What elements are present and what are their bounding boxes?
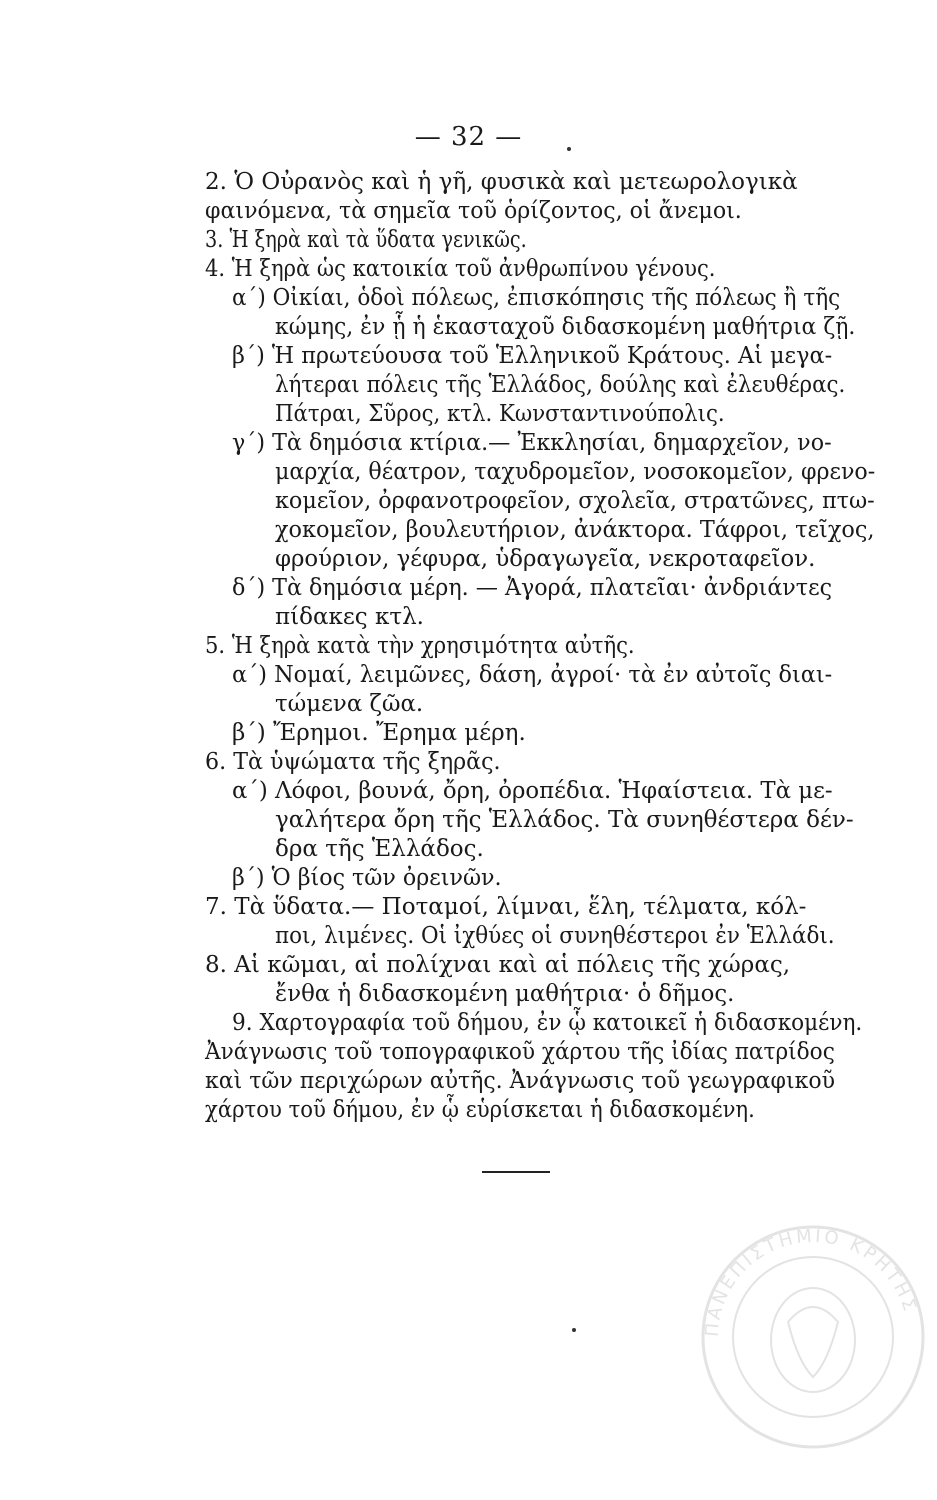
text-line: 3. Ἡ ξηρὰ καὶ τὰ ὕδατα γενικῶς. (205, 227, 527, 253)
text-line: β΄) Ἔρημοι. Ἔρημα μέρη. (232, 720, 526, 746)
text-line: α΄) Οἰκίαι, ὁδοὶ πόλεως, ἐπισκόπησις τῆς πόλεως ἢ τῆς (232, 285, 841, 311)
seal-text: ΠΑΝΕΠΙΣΤΗΜΙΟ ΚΡΗΤΗΣ (701, 1225, 921, 1338)
page-number: — 32 — (414, 122, 523, 152)
text-line: χάρτου τοῦ δήμου, ἐν ᾧ εὑρίσκεται ἡ διδασκομένη. (205, 1097, 755, 1123)
text-line: 5. Ἡ ξηρὰ κατὰ τὴν χρησιμότητα αὐτῆς. (205, 633, 635, 659)
text-line: ποι, λιμένες. Οἱ ἰχθύες οἱ συνηθέστεροι ἐν Ἑλλάδι. (275, 923, 835, 949)
text-line: 6. Τὰ ὑψώματα τῆς ξηρᾶς. (205, 749, 501, 775)
text-line: 9. Χαρτογραφία τοῦ δήμου, ἐν ᾧ κατοικεῖ ἡ διδασκομένη. (232, 1010, 863, 1036)
text-line: τώμενα ζῶα. (275, 691, 424, 717)
text-line: α΄) Λόφοι, βουνά, ὄρη, ὀροπέδια. Ἡφαίστεια. Τὰ με- (232, 778, 833, 804)
text-line: α΄) Νομαί, λειμῶνες, δάση, ἀγροί· τὰ ἐν αὐτοῖς διαι- (232, 662, 833, 688)
text-line: φαινόμενα, τὰ σημεῖα τοῦ ὁρίζοντος, οἱ ἄνεμοι. (205, 198, 742, 224)
text-line: δ΄) Τὰ δημόσια μέρη. — Ἀγορά, πλατεῖαι· ἀνδριάντες (232, 575, 833, 601)
text-line: 2. Ὁ Οὐρανὸς καὶ ἡ γῆ, φυσικὰ καὶ μετεωρολογικὰ (205, 169, 798, 195)
text-line: δρα τῆς Ἑλλάδος. (275, 836, 484, 862)
text-line: Πάτραι, Σῦρος, κτλ. Κωνσταντινούπολις. (275, 401, 725, 427)
text-line: λήτεραι πόλεις τῆς Ἑλλάδος, δούλης καὶ ἐλευθέρας. (275, 372, 846, 398)
text-line: πίδακες κτλ. (275, 604, 424, 630)
text-line: Ἀνάγνωσις τοῦ τοπογραφικοῦ χάρτου τῆς ἰδίας πατρίδος (205, 1039, 835, 1065)
text-line: γαλήτερα ὄρη τῆς Ἑλλάδος. Τὰ συνηθέστερα δέν- (275, 807, 854, 833)
university-seal-icon (698, 1222, 928, 1452)
ink-speck (572, 1328, 576, 1332)
text-line: β΄) Ὁ βίος τῶν ὀρεινῶν. (232, 865, 502, 891)
ink-speck (567, 147, 571, 151)
text-line: κομεῖον, ὀρφανοτροφεῖον, σχολεῖα, στρατῶνες, πτω- (275, 488, 875, 514)
text-line: 8. Αἱ κῶμαι, αἱ πολίχναι καὶ αἱ πόλεις τῆς χώρας, (205, 952, 791, 978)
text-line: ἔνθα ἡ διδασκομένη μαθήτρια· ὁ δῆμος. (275, 981, 735, 1007)
text-line: 4. Ἡ ξηρὰ ὡς κατοικία τοῦ ἀνθρωπίνου γένους. (205, 256, 716, 282)
text-line: καὶ τῶν περιχώρων αὐτῆς. Ἀνάγνωσις τοῦ γεωγραφικοῦ (205, 1068, 835, 1094)
text-line: γ΄) Τὰ δημόσια κτίρια.— Ἐκκλησίαι, δημαρχεῖον, νο- (232, 430, 832, 456)
text-line: β΄) Ἡ πρωτεύουσα τοῦ Ἑλληνικοῦ Κράτους. Αἱ μεγα- (232, 343, 833, 369)
text-line: χοκομεῖον, βουλευτήριον, ἀνάκτορα. Τάφροι, τεῖχος, (275, 517, 875, 543)
text-line: μαρχία, θέατρον, ταχυδρομεῖον, νοσοκομεῖον, φρενο- (275, 459, 876, 485)
text-line: 7. Τὰ ὕδατα.— Ποταμοί, λίμναι, ἕλη, τέλματα, κόλ- (205, 894, 807, 920)
text-line: κώμης, ἐν ᾗ ἡ ἑκασταχοῦ διδασκομένη μαθήτρια ζῇ. (275, 314, 856, 340)
end-rule (482, 1171, 550, 1173)
text-line: φρούριον, γέφυρα, ὑδραγωγεῖα, νεκροταφεῖον. (275, 546, 816, 572)
